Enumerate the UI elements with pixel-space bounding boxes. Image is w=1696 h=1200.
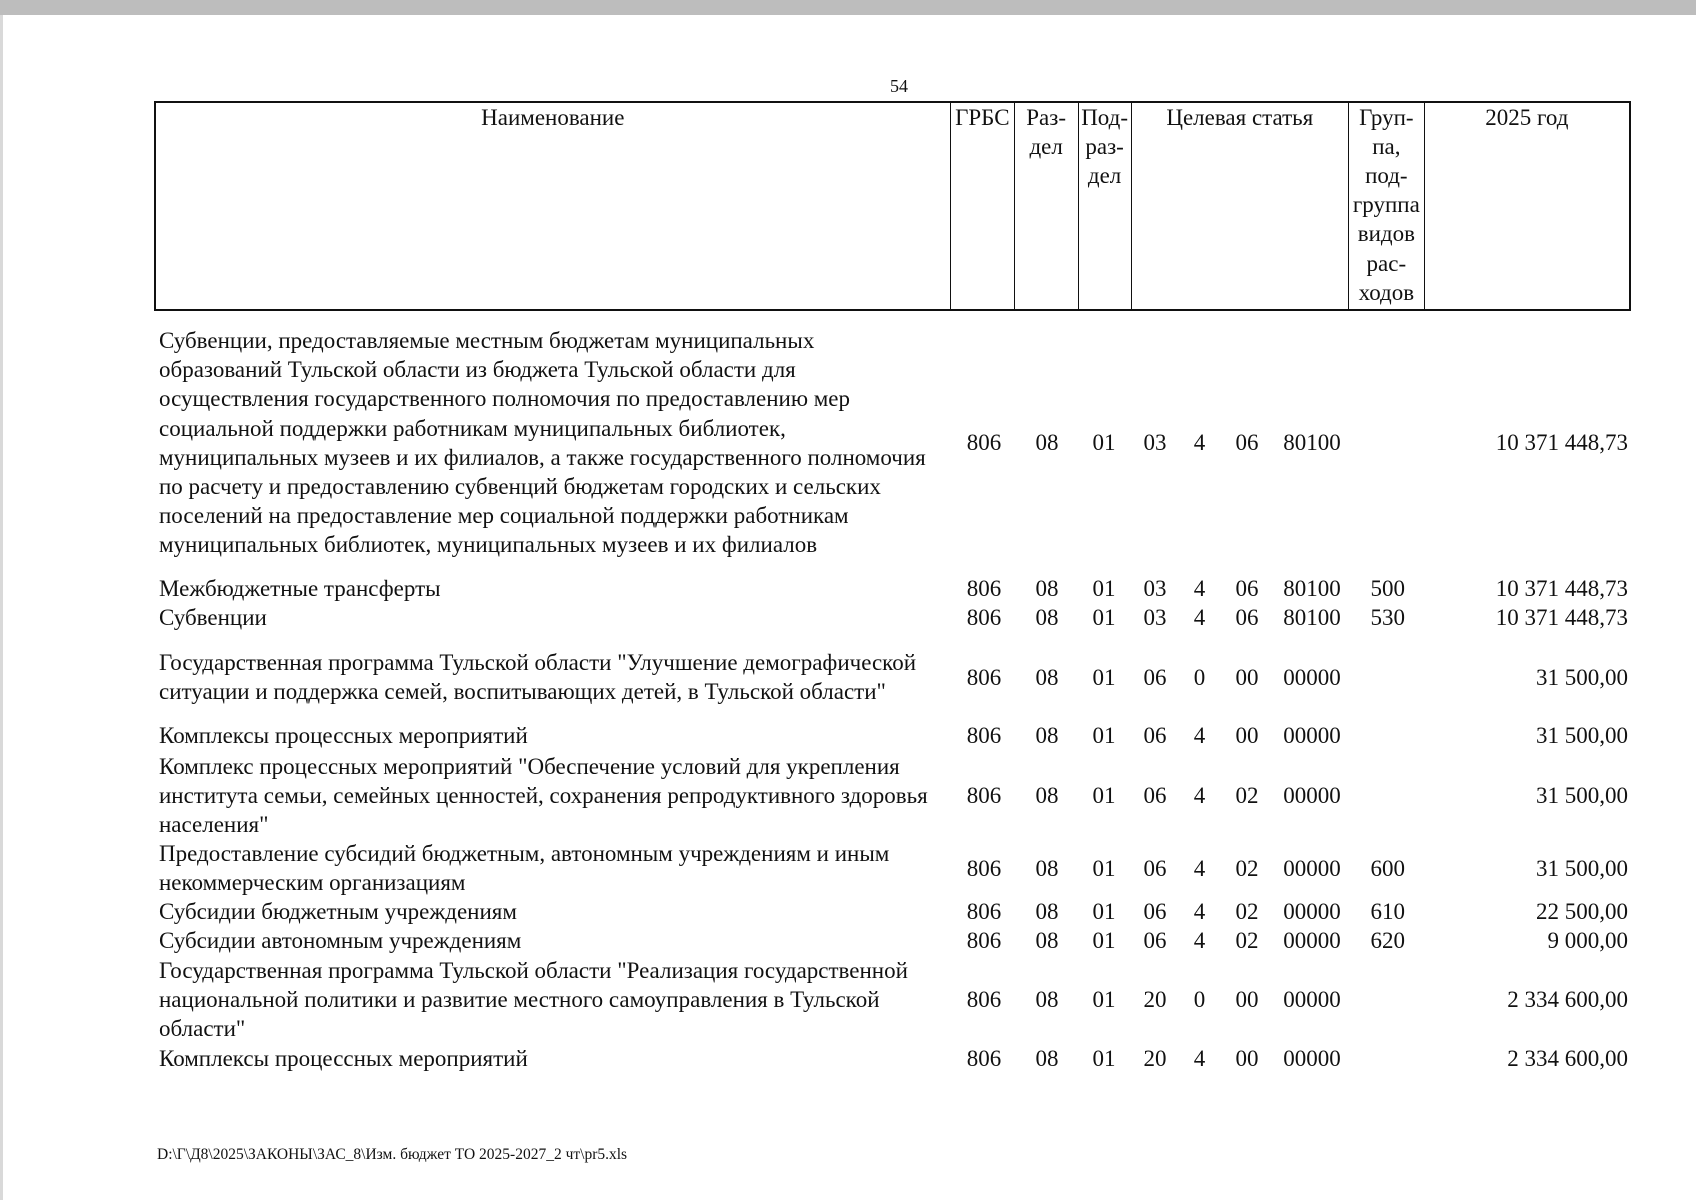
row-name: Субвенции, предоставляемые местным бюджетам муниципальных образований Тульской области из бюджета Тульской области для осуществления государственного полномочия по предоставлению мер социальной поддержки работникам муниципальных библиотек, муниципальных музеев и их филиалов, а также государственного полномочия по расчету и предоставлению субвенций бюджетам городских и сельских поселений на предоставление мер социальной поддержки работникам муниципальных библиотек, муниципальных музеев и их филиалов	[159, 328, 926, 558]
grbs-code: 806	[966, 576, 1002, 601]
table-row	[0, 926, 1696, 955]
target-program-code: 03	[1143, 605, 1167, 630]
expense-group-code: 620	[1370, 928, 1405, 953]
target-type-code: 4	[1193, 856, 1206, 881]
row-name: Комплексы процессных мероприятий	[159, 723, 528, 748]
subsection-code: 01	[1092, 1046, 1116, 1071]
target-type-code: 4	[1193, 1046, 1206, 1071]
target-type-code: 4	[1193, 605, 1206, 630]
header-grbs: ГРБС	[950, 103, 1014, 309]
subsection-code: 01	[1092, 928, 1116, 953]
target-type-code: 4	[1193, 723, 1206, 748]
header-expense-group: Груп- па, под- группа видов рас- ходов	[1348, 103, 1424, 309]
section-code: 08	[1035, 987, 1059, 1012]
expense-group-code: 530	[1370, 605, 1405, 630]
amount-2025: 31 500,00	[1536, 723, 1628, 748]
grbs-code: 806	[966, 783, 1002, 808]
target-program-code: 06	[1143, 928, 1167, 953]
table-row	[0, 326, 1696, 560]
target-direction-code: 00000	[1283, 928, 1341, 953]
row-name: Субсидии автономным учреждениям	[159, 928, 522, 953]
table-row	[0, 839, 1696, 897]
row-codes	[0, 721, 1696, 750]
target-program-code: 03	[1143, 576, 1167, 601]
file-path-footer: D:\Г\Д8\2025\ЗАКОНЫ\ЗАС_8\Изм. бюджет ТО 2025-2027_2 чт\pr5.xls	[157, 1146, 628, 1163]
grbs-code: 806	[966, 928, 1002, 953]
section-code: 08	[1035, 605, 1059, 630]
row-codes	[0, 603, 1696, 632]
target-subprogram-code: 00	[1235, 665, 1259, 690]
row-codes	[0, 985, 1696, 1014]
table-row	[0, 721, 1696, 750]
subsection-code: 01	[1092, 665, 1116, 690]
target-direction-code: 00000	[1283, 783, 1341, 808]
row-codes	[0, 663, 1696, 692]
grbs-code: 806	[966, 430, 1002, 455]
subsection-code: 01	[1092, 783, 1116, 808]
section-code: 08	[1035, 1046, 1059, 1071]
target-direction-code: 80100	[1283, 430, 1341, 455]
subsection-code: 01	[1092, 576, 1116, 601]
target-direction-code: 00000	[1283, 899, 1341, 924]
row-codes	[0, 926, 1696, 955]
section-code: 08	[1035, 899, 1059, 924]
amount-2025: 9 000,00	[1547, 928, 1628, 953]
grbs-code: 806	[966, 665, 1002, 690]
target-subprogram-code: 00	[1235, 723, 1259, 748]
target-program-code: 06	[1143, 783, 1167, 808]
target-direction-code: 00000	[1283, 1046, 1341, 1071]
target-direction-code: 80100	[1283, 576, 1341, 601]
header-target-article: Целевая статья	[1131, 103, 1348, 309]
section-code: 08	[1035, 430, 1059, 455]
target-direction-code: 00000	[1283, 856, 1341, 881]
target-program-code: 06	[1143, 665, 1167, 690]
grbs-code: 806	[966, 605, 1002, 630]
table-row	[0, 574, 1696, 603]
header-section: Раз- дел	[1014, 103, 1078, 309]
row-name: Предоставление субсидий бюджетным, автономным учреждениям и иным некоммерческим организациям	[159, 841, 890, 896]
section-code: 08	[1035, 576, 1059, 601]
row-codes	[0, 1044, 1696, 1073]
amount-2025: 10 371 448,73	[1495, 576, 1628, 601]
table-row	[0, 603, 1696, 632]
target-subprogram-code: 06	[1235, 605, 1259, 630]
header-subsection: Под- раз- дел	[1078, 103, 1131, 309]
target-direction-code: 80100	[1283, 605, 1341, 630]
target-type-code: 4	[1193, 928, 1206, 953]
expense-group-code: 600	[1370, 856, 1405, 881]
expense-group-code: 500	[1370, 576, 1405, 601]
row-name: Субсидии бюджетным учреждениям	[159, 899, 517, 924]
row-name: Государственная программа Тульской области "Улучшение демографической ситуации и поддержка семей, воспитывающих детей, в Тульской области"	[159, 650, 917, 705]
target-type-code: 0	[1193, 665, 1206, 690]
subsection-code: 01	[1092, 856, 1116, 881]
target-subprogram-code: 02	[1235, 928, 1259, 953]
amount-2025: 22 500,00	[1536, 899, 1628, 924]
target-subprogram-code: 00	[1235, 987, 1259, 1012]
subsection-code: 01	[1092, 987, 1116, 1012]
row-name: Комплексы процессных мероприятий	[159, 1046, 528, 1071]
grbs-code: 806	[966, 856, 1002, 881]
amount-2025: 10 371 448,73	[1495, 430, 1628, 455]
row-codes	[0, 854, 1696, 883]
amount-2025: 2 334 600,00	[1507, 987, 1628, 1012]
target-direction-code: 00000	[1283, 723, 1341, 748]
subsection-code: 01	[1092, 605, 1116, 630]
section-code: 08	[1035, 723, 1059, 748]
target-program-code: 03	[1143, 430, 1167, 455]
amount-2025: 31 500,00	[1536, 856, 1628, 881]
header-name: Наименование	[481, 104, 625, 130]
target-direction-code: 00000	[1283, 665, 1341, 690]
grbs-code: 806	[966, 723, 1002, 748]
page-number: 54	[890, 76, 908, 96]
target-program-code: 06	[1143, 856, 1167, 881]
target-type-code: 4	[1193, 783, 1206, 808]
table-row	[0, 897, 1696, 926]
header-year: 2025 год	[1424, 103, 1629, 309]
table-row	[0, 956, 1696, 1044]
subsection-code: 01	[1092, 430, 1116, 455]
target-subprogram-code: 06	[1235, 430, 1259, 455]
table-row	[0, 752, 1696, 840]
target-program-code: 20	[1143, 1046, 1167, 1071]
target-type-code: 4	[1193, 430, 1206, 455]
target-program-code: 06	[1143, 723, 1167, 748]
row-codes	[0, 897, 1696, 926]
row-codes	[0, 781, 1696, 810]
grbs-code: 806	[966, 899, 1002, 924]
amount-2025: 10 371 448,73	[1495, 605, 1628, 630]
target-subprogram-code: 00	[1235, 1046, 1259, 1071]
subsection-code: 01	[1092, 723, 1116, 748]
table-row	[0, 1044, 1696, 1073]
row-name: Комплекс процессных мероприятий "Обеспечение условий для укрепления института семьи, семейных ценностей, сохранения репродуктивного здоровья населения"	[159, 754, 928, 838]
section-code: 08	[1035, 856, 1059, 881]
subsection-code: 01	[1092, 899, 1116, 924]
row-codes	[0, 574, 1696, 603]
row-name: Межбюджетные трансферты	[159, 576, 441, 601]
target-program-code: 06	[1143, 899, 1167, 924]
target-direction-code: 00000	[1283, 987, 1341, 1012]
target-type-code: 0	[1193, 987, 1206, 1012]
scan-top-border	[0, 0, 1696, 15]
expense-group-code: 610	[1370, 899, 1405, 924]
target-subprogram-code: 02	[1235, 783, 1259, 808]
target-subprogram-code: 02	[1235, 899, 1259, 924]
target-subprogram-code: 06	[1235, 576, 1259, 601]
amount-2025: 31 500,00	[1536, 783, 1628, 808]
section-code: 08	[1035, 783, 1059, 808]
target-subprogram-code: 02	[1235, 856, 1259, 881]
amount-2025: 2 334 600,00	[1507, 1046, 1628, 1071]
target-program-code: 20	[1143, 987, 1167, 1012]
grbs-code: 806	[966, 987, 1002, 1012]
row-codes	[0, 428, 1696, 457]
grbs-code: 806	[966, 1046, 1002, 1071]
section-code: 08	[1035, 928, 1059, 953]
row-name: Субвенции	[159, 605, 267, 630]
target-type-code: 4	[1193, 899, 1206, 924]
row-name: Государственная программа Тульской области "Реализация государственной национальной политики и развитие местного самоуправления в Тульской области"	[159, 958, 908, 1042]
section-code: 08	[1035, 665, 1059, 690]
amount-2025: 31 500,00	[1536, 665, 1628, 690]
target-type-code: 4	[1193, 576, 1206, 601]
table-row	[0, 648, 1696, 706]
